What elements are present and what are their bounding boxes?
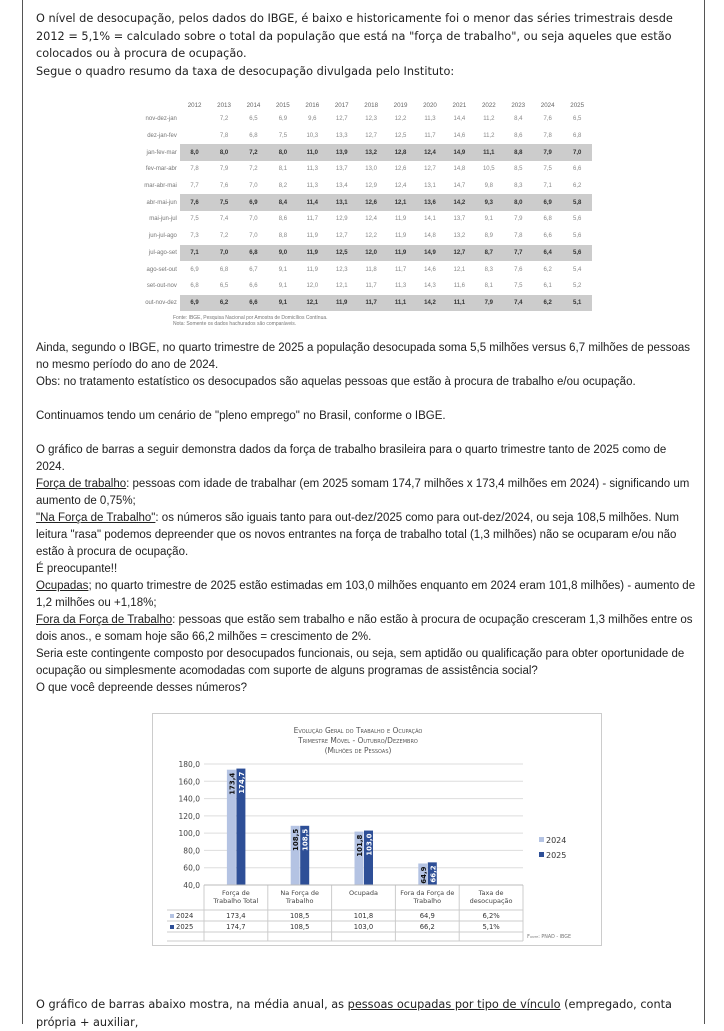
table-cell: 12,8 [386,144,415,161]
text: : pessoas com idade de trabalhar (em 2025 somam 174,7 milhões x 173,4 milhões em 2024) - significando um aumento de 0,75%; [36,478,690,507]
table-cell: 13,2 [356,144,385,161]
table-cell: 8,9 [484,233,493,240]
paragraph: É preocupante!! [36,563,118,575]
table-cell: 8,4 [514,116,523,123]
table-cell: 8,0 [180,144,209,161]
table-cell: 7,2 [219,233,229,240]
row-label: dez-jan-fev [147,133,177,140]
table-row [137,161,592,178]
table-cell: 8,0 [268,144,297,161]
paragraph [36,476,696,510]
table-cell: 13,2 [453,233,466,240]
paragraph: Seria este contingente composto por desocupados funcionais, ou seja, sem aptidão ou qualificação para obter oportunidade de ocupação ou simplesmente acomodadas com suporte de alguns programas de assistência social? [36,648,685,677]
table-cell: 14,1 [424,216,436,223]
table-cell: 11,9 [327,295,356,312]
table-cell: 6,6 [573,166,582,173]
table-value: 64,9 [419,912,435,920]
table-cell: 6,8 [573,133,582,140]
year-header: 2015 [275,102,290,109]
table-cell: 8,1 [278,166,288,173]
table-cell: 12,7 [445,245,474,262]
table-cell: 12,1 [298,295,327,312]
table-cell: 6,5 [573,116,582,123]
table-cell: 6,7 [249,266,258,273]
y-tick-label: 120,0 [178,811,200,821]
text: O gráfico de barras abaixo mostra, na média anual, as [36,998,348,1011]
table-cell: 6,9 [533,194,562,211]
table-cell: 7,5 [190,216,199,223]
table-cell: 9,0 [268,245,297,262]
table-value: 6,2% [482,912,500,920]
table-series-label: 2024 [176,912,194,920]
table-cell: 14,8 [424,233,436,240]
table-cell: 6,5 [219,283,229,290]
paragraph: O nível de desocupação, pelos dados do IBGE, é baixo e historicamente foi o menor das séries trimestrais desde 2012 = 5,1% = calculado sobre o total da população que está na "força de trabalho", ou seja aqueles que estão colocados ou à procura de ocupação. [36,12,673,61]
table-cell: 7,9 [533,144,562,161]
row-label: abr-mai-jun [146,199,177,206]
table-cell: 5,4 [573,266,582,273]
table-cell: 8,0 [209,144,238,161]
row-label: ago-set-out [146,266,177,273]
table-cell: 12,1 [453,266,466,273]
table-cell: 7,0 [249,216,258,223]
table-cell: 11,6 [453,283,466,290]
y-tick-label: 40,0 [183,881,200,890]
data-label: 108,5 [292,828,301,851]
table-row [137,194,592,211]
table-cell: 12,7 [335,116,348,123]
bottom-text [36,996,696,1031]
table-cell: 12,2 [394,116,407,123]
table-cell: 12,1 [335,283,348,290]
table-cell: 8,0 [504,194,533,211]
table-cell: 11,3 [306,183,318,190]
table-value: 5,1% [482,923,500,931]
title-line: (Milhões de Pessoas) [324,746,392,755]
table-cell: 5,6 [562,245,592,262]
term-link[interactable]: Força de trabalho [36,478,127,490]
table-value: 173,4 [226,912,246,920]
category-label: Na Força de [280,889,320,897]
table-cell: 13,3 [335,133,348,140]
table-cell: 13,9 [327,144,356,161]
row-label: jan-fev-mar [146,149,177,156]
y-tick-label: 100,0 [178,829,200,839]
table-cell: 8,6 [514,133,523,140]
table-cell: 8,8 [504,144,533,161]
table-cell: 6,9 [190,266,199,273]
table-cell: 8,3 [484,266,493,273]
table-cell: 13,7 [335,166,348,173]
legend-marker [539,852,544,857]
table-cell: 6,9 [278,116,288,123]
table-row [137,111,592,128]
table-cell: 7,2 [239,144,268,161]
year-header: 2016 [305,102,320,109]
category-label: desocupação [469,897,513,905]
table-cell: 7,0 [249,183,258,190]
table-value: 66,2 [419,923,435,931]
table-cell: 6,2 [533,295,562,312]
table-cell: 12,6 [356,194,385,211]
paragraph: O que você depreende desses números? [36,682,247,694]
chart-svg [153,714,601,945]
table-source: Fonte: IBGE, Pesquisa Nacional por Amostra de Domicílios Contínua. [173,315,328,322]
table-cell: 5,2 [573,283,582,290]
table-cell [180,128,209,145]
table-cell: 7,6 [219,183,229,190]
table-cell: 7,8 [190,166,199,173]
table-cell: 9,1 [268,295,297,312]
table-cell: 12,0 [356,245,385,262]
table-cell: 14,4 [453,116,466,123]
table-cell: 11,1 [445,295,474,312]
table-cell: 7,0 [562,144,592,161]
table-cell: 9,6 [308,116,317,123]
table-cell: 11,1 [386,295,415,312]
table-cell: 11,3 [394,283,407,290]
table-cell: 5,8 [562,194,592,211]
table-row [137,144,592,161]
table-cell: 10,3 [306,133,319,140]
table-cell: 13,0 [365,166,377,173]
table-cell: 7,6 [543,116,552,123]
table-cell: 5,6 [573,216,582,223]
table-cell: 12,9 [335,216,348,223]
table-cell: 11,4 [298,194,327,211]
table-cell: 6,8 [219,266,229,273]
table-cell: 6,9 [239,194,268,211]
table-series-label: 2025 [176,923,194,931]
table-cell: 11,9 [394,216,407,223]
year-header: 2017 [334,102,349,109]
table-cell: 14,2 [445,194,474,211]
table-cell: 7,3 [190,233,199,240]
table-cell: 8,1 [484,283,493,290]
table-cell: 14,2 [415,295,444,312]
table-cell: 14,6 [453,133,466,140]
term-link[interactable]: Fora da Força de Trabalho [36,614,173,626]
year-header: 2024 [540,102,555,109]
table-cell: 12,7 [424,166,436,173]
link[interactable]: pessoas ocupadas por tipo de vínculo [347,998,561,1011]
table-cell: 9,3 [474,194,503,211]
year-header: 2018 [364,102,379,109]
data-label: 108,5 [301,828,310,851]
labor-force-chart [152,713,602,946]
category-label: Taxa de [478,889,504,897]
data-label: 103,0 [365,833,374,856]
table-cell: 6,1 [543,283,552,290]
year-header: 2023 [511,102,526,109]
table-value: 108,5 [289,923,310,931]
category-label: Trabalho Total [213,897,259,905]
table-cell: 12,4 [365,216,377,223]
table-cell: 12,4 [415,144,444,161]
y-tick-label: 180,0 [178,760,200,769]
row-label: nov-dez-jan [145,116,177,123]
table-row [137,211,592,228]
data-label: 174,7 [237,771,246,794]
table-cell: 7,0 [209,245,238,262]
paragraph: Ainda, segundo o IBGE, no quarto trimestre de 2025 a população desocupada soma 5,5 milhões versus 6,7 milhões de pessoas no mesmo período do ano de 2024. [36,342,690,371]
table-cell: 6,6 [543,233,552,240]
table-row [137,245,592,262]
paragraph [36,578,696,612]
table-cell: 11,2 [483,116,495,123]
table-cell: 9,8 [484,183,493,190]
term-link[interactable]: "Na Força de Trabalho" [36,512,156,524]
data-label: 173,4 [228,772,237,795]
text: ; no quarto trimestre de 2025 estão estimadas em 103,0 milhões enquanto em 2024 eram 101,8 milhões) - aumento de 1,2 milhões ou +1,18%; [36,580,696,609]
table-cell: 11,3 [306,166,318,173]
paragraph: Obs: no tratamento estatístico os desocupados são aquelas pessoas que estão à procura de trabalho e/ou ocupação. [36,376,636,388]
table-cell: 14,9 [445,144,474,161]
category-label: Força de [222,889,250,897]
table-row [137,128,592,145]
table-cell: 13,4 [335,183,348,190]
unemployment-table-image [137,100,592,327]
y-tick-label: 160,0 [178,777,200,787]
text: : pessoas que estão sem trabalho e não estão à procura de ocupação cresceram 1,3 milhões entre os dois anos., e somam hoje são 66,2 milhões = crescimento de 2%. [36,614,693,643]
table-value: 103,0 [353,923,374,931]
data-label: 101,8 [356,834,364,857]
table-cell: 7,8 [514,233,523,240]
table-row [137,178,592,195]
term-link[interactable]: Ocupadas [36,580,89,592]
table-cell: 11,9 [298,245,327,262]
year-header: 2012 [187,102,202,109]
category-label: Trabalho [413,897,442,905]
unemployment-table [137,100,592,311]
table-cell: 11,7 [365,283,377,290]
table-cell: 7,1 [543,183,552,190]
table-cell: 11,9 [394,233,407,240]
table-cell: 8,3 [514,183,523,190]
table-cell: 11,8 [365,266,377,273]
table-cell: 12,3 [365,116,377,123]
table-cell: 7,5 [278,133,288,140]
chart-source: Fonte: PNAD - IBGE [527,935,571,940]
table-cell: 12,5 [327,245,356,262]
text: (empregado, conta própria + auxiliar, [36,998,672,1029]
table-cell: 9,1 [484,216,493,223]
paragraph [36,612,696,646]
table-cell: 7,8 [543,133,552,140]
row-label: fev-mar-abr [145,166,177,173]
table-cell: 6,6 [249,283,258,290]
table-note: Nota: Somente os dados hachurados são comparáveis. [173,321,297,328]
table-row [137,261,592,278]
text: : os números são iguais tanto para out-dez/2025 como para out-dez/2024, ou seja 108,5 milhões. Num leitura "rasa" podemos depreender que os novos entrantes na força de trabalho total (1,3 milhões) não se ocuparam e/ou não estão à procura de ocupação. [36,512,679,558]
table-cell: 12,5 [394,133,407,140]
table-cell: 8,2 [278,183,288,190]
table-cell: 12,7 [365,133,377,140]
table-cell: 12,7 [335,233,348,240]
data-label: 66,2 [429,865,438,883]
table-cell: 14,6 [424,266,436,273]
legend-key [170,925,174,929]
table-cell: 6,4 [533,245,562,262]
table-cell: 7,5 [209,194,238,211]
table-value: 101,8 [353,912,374,920]
table-row [137,278,592,295]
year-header: 2014 [246,102,261,109]
table-cell: 12,3 [335,266,348,273]
table-cell: 11,1 [474,144,503,161]
table-cell: 7,4 [219,216,229,223]
table-value: 174,7 [226,923,246,931]
table-cell: 7,9 [474,295,503,312]
intro-text [36,10,696,80]
table-cell: 6,8 [190,283,199,290]
paragraph: O gráfico de barras a seguir demonstra dados da força de trabalho brasileira para o quarto trimestre tanto de 2025 como de 2024. [36,444,667,473]
table-cell: 8,7 [474,245,503,262]
paragraph [36,510,696,561]
legend-marker [539,837,544,842]
table-cell: 7,5 [514,283,523,290]
table-cell: 5,1 [562,295,592,312]
table-cell: 7,5 [543,166,552,173]
y-tick-label: 80,0 [183,846,200,856]
table-row [137,228,592,245]
row-label: jul-ago-set [148,249,177,256]
table-cell: 7,7 [190,183,199,190]
table-cell: 11,9 [386,245,415,262]
table-cell: 7,1 [180,245,209,262]
table-cell: 13,1 [327,194,356,211]
table-cell: 10,5 [482,166,495,173]
table-cell: 7,7 [504,245,533,262]
table-cell: 11,7 [424,133,436,140]
table-cell: 12,1 [386,194,415,211]
table-cell: 7,8 [219,133,229,140]
body-text [36,340,696,697]
table-cell: 12,6 [394,166,407,173]
table-cell: 11,7 [306,216,318,223]
year-header: 2021 [452,102,467,109]
table-cell: 11,7 [356,295,385,312]
row-label: set-out-nov [146,283,177,290]
category-label: Trabalho [285,897,314,905]
table-cell: 6,2 [573,183,582,190]
row-label: mai-jun-jul [149,216,177,223]
table-cell: 7,4 [504,295,533,312]
table-cell: 8,6 [278,216,288,223]
y-tick-label: 140,0 [178,794,200,804]
table-cell: 13,7 [453,216,466,223]
legend-label: 2024 [546,836,567,845]
table-cell: 11,0 [298,144,327,161]
year-header: 2020 [423,102,437,109]
table-cell: 11,9 [306,233,318,240]
table-cell: 14,8 [453,166,466,173]
table-cell: 7,9 [514,216,523,223]
table-cell: 14,9 [415,245,444,262]
table-cell: 7,6 [180,194,209,211]
table-cell [180,111,209,128]
table-cell: 7,2 [219,116,229,123]
legend-key [170,914,174,918]
title-line: Evolução Geral do Trabalho e Ocupação [293,726,423,735]
year-header: 2025 [570,102,585,109]
row-label: jun-jul-ago [148,233,177,240]
table-cell: 11,2 [483,133,495,140]
y-tick-label: 60,0 [183,863,200,873]
table-cell: 8,8 [278,233,288,240]
table-cell: 14,3 [424,283,436,290]
table-cell: 6,9 [180,295,209,312]
row-label: out-nov-dez [145,299,177,306]
table-cell: 7,6 [514,266,523,273]
table-cell: 12,0 [306,283,319,290]
table-cell: 6,8 [249,133,258,140]
category-label: Ocupada [348,889,379,897]
legend-label: 2025 [546,851,567,860]
paragraph: Continuamos tendo um cenário de "pleno emprego" no Brasil, conforme o IBGE. [36,410,446,422]
table-cell: 12,2 [365,233,377,240]
table-cell: 11,9 [306,266,318,273]
table-cell: 13,6 [415,194,444,211]
year-header: 2013 [217,102,231,109]
table-cell: 7,9 [219,166,229,173]
table-cell: 6,8 [239,245,268,262]
table-cell: 9,1 [278,266,288,273]
table-cell: 12,9 [365,183,377,190]
table-cell: 12,4 [394,183,407,190]
table-cell: 13,1 [424,183,436,190]
table-row [137,295,592,312]
paragraph: Segue o quadro resumo da taxa de desocupação divulgada pelo Instituto: [36,64,455,78]
table-cell: 6,2 [209,295,238,312]
paragraph [36,996,696,1031]
row-label: mar-abr-mai [144,183,177,190]
table-cell: 9,1 [278,283,288,290]
data-label: 64,9 [419,866,428,884]
table-cell: 6,6 [239,295,268,312]
table-cell: 11,7 [394,266,407,273]
table-cell: 6,2 [543,266,552,273]
table-cell: 6,5 [249,116,258,123]
table-cell: 7,0 [249,233,258,240]
table-cell: 6,8 [543,216,552,223]
year-header: 2022 [481,102,496,109]
table-cell: 11,3 [424,116,436,123]
title-line: Trimestre Móvel - Outubro/Dezembro [298,736,418,745]
table-value: 108,5 [289,912,310,920]
table-cell: 5,6 [573,233,582,240]
table-cell: 7,2 [249,166,258,173]
table-cell: 8,5 [514,166,523,173]
year-header: 2019 [393,102,408,109]
table-cell: 14,7 [453,183,466,190]
category-label: Fora da Força de [400,889,455,897]
table-cell: 8,4 [268,194,297,211]
